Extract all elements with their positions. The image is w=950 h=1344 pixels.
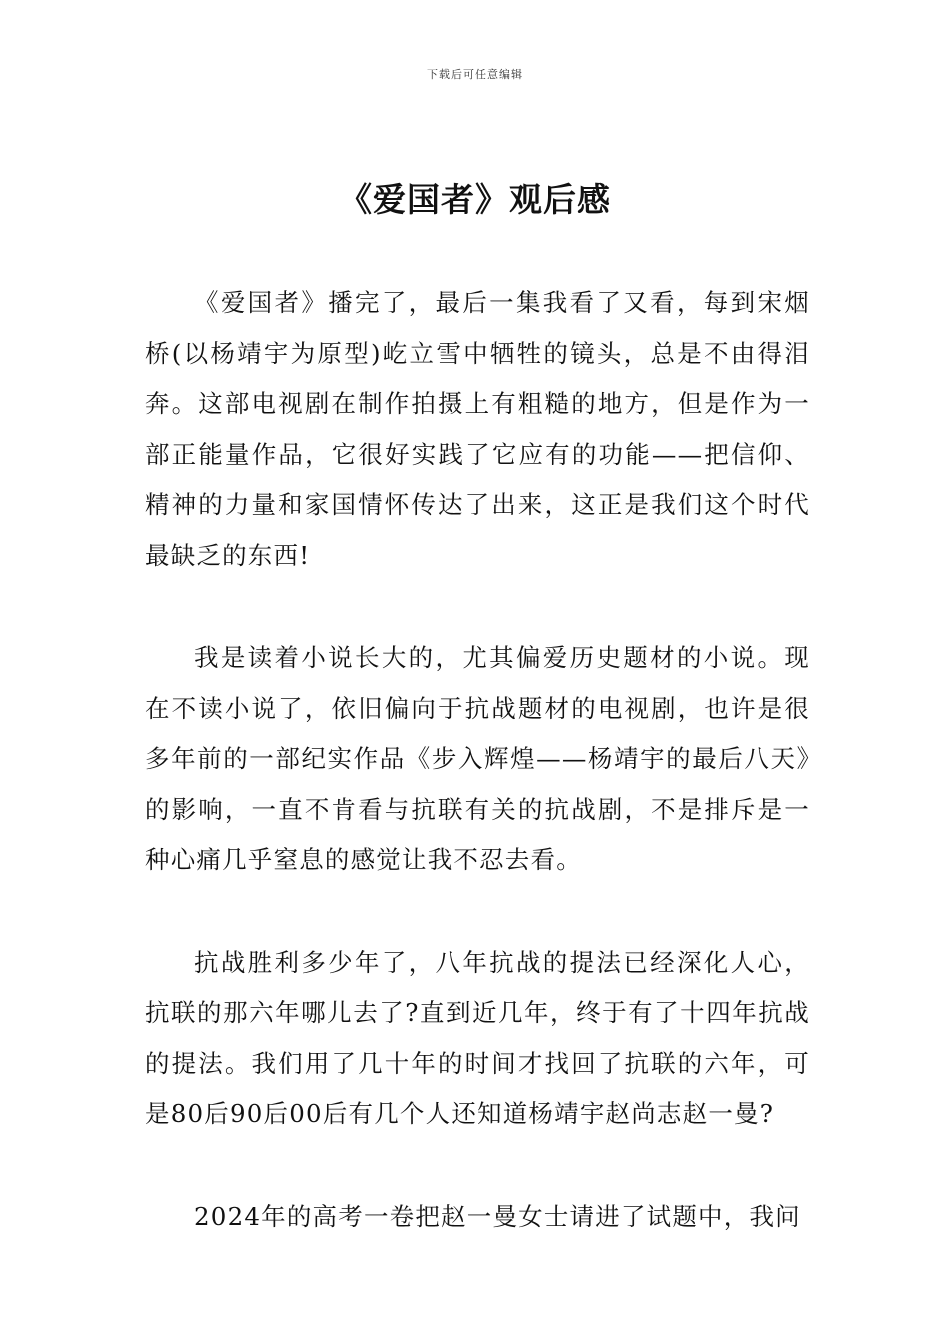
document-title: 《爱国者》观后感	[339, 180, 611, 219]
paragraph-2: 我是读着小说长大的，尤其偏爱历史题材的小说。现在不读小说了，依旧偏向于抗战题材的电视剧，也许是很多年前的一部纪实作品《步入辉煌——杨靖宇的最后八天》的影响，一直不肯看与抗联有关的抗战剧，不是排斥是一种心痛几乎窒息的感觉让我不忍去看。	[145, 643, 810, 874]
paragraph-4: 2024年的高考一卷把赵一曼女士请进了试题中，我问	[194, 1201, 801, 1231]
paragraph-3: 抗战胜利多少年了，八年抗战的提法已经深化人心，抗联的那六年哪儿去了?直到近几年，终于有了十四年抗战的提法。我们用了几十年的时间才找回了抗联的六年，可是80后90后00后有几个人还知道杨靖宇赵尚志赵一曼?	[145, 947, 810, 1128]
header-note: 下载后可任意编辑	[427, 68, 523, 81]
document-body	[145, 278, 810, 1294]
paragraph-1: 《爱国者》播完了，最后一集我看了又看，每到宋烟桥(以杨靖宇为原型)屹立雪中牺牲的镜头，总是不由得泪奔。这部电视剧在制作拍摄上有粗糙的地方，但是作为一部正能量作品，它很好实践了它应有的功能——把信仰、精神的力量和家国情怀传达了出来，这正是我们这个时代最缺乏的东西!	[145, 288, 810, 570]
